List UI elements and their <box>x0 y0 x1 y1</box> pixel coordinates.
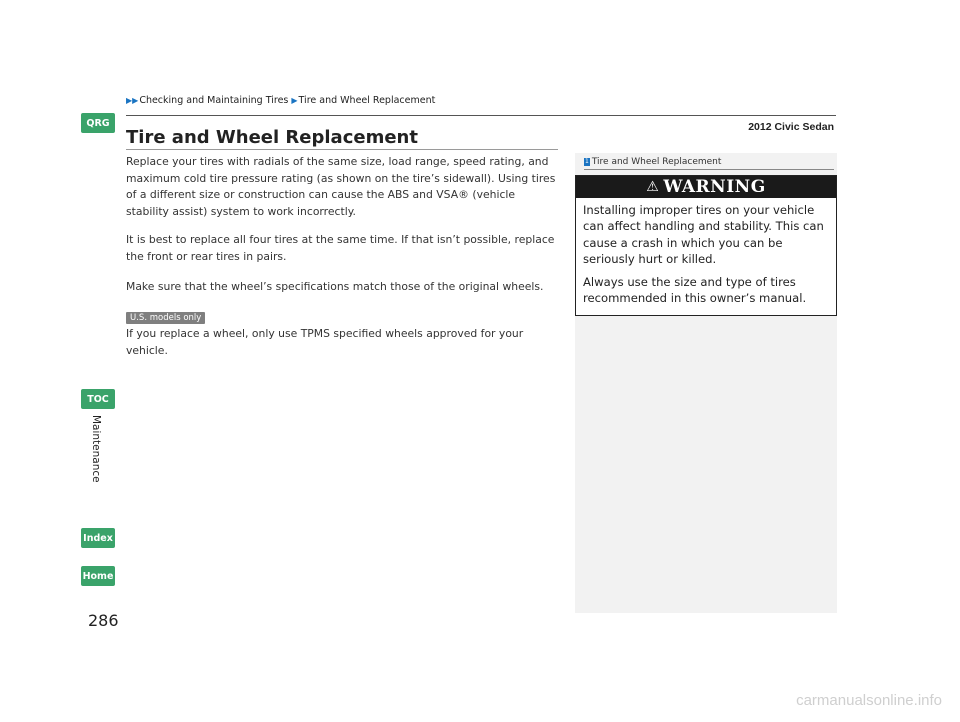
note-number: 1 <box>585 158 589 165</box>
title-rule <box>126 149 558 150</box>
breadcrumb <box>126 95 438 106</box>
paragraph: Replace your tires with radials of the same size, load range, speed rating, and maximum cold tire pressure rating (as shown on the tire’s sidewall). Using tires of a different size or construction can cause the ABS and VSA® (vehicle stability assist) system to work incorrectly. <box>126 155 556 218</box>
triangle-right-icon: ▶▶ <box>126 96 139 105</box>
breadcrumb-item[interactable]: Tire and Wheel Replacement <box>298 95 436 106</box>
us-models-badge: U.S. models only <box>126 312 205 324</box>
note-heading <box>584 157 721 167</box>
paragraph: Make sure that the wheel’s specifications match those of the original wheels. <box>126 280 544 293</box>
note-rule <box>584 169 834 170</box>
triangle-right-icon: ▶ <box>291 96 298 105</box>
watermark: carmanualsonline.info <box>796 692 942 709</box>
page-number: 286 <box>88 611 119 630</box>
warning-header <box>576 176 836 198</box>
section-label: Maintenance <box>90 415 102 483</box>
paragraph: It is best to replace all four tires at the same time. If that isn’t possible, replace the front or rear tires in pairs. <box>126 233 555 263</box>
note-title: Tire and Wheel Replacement <box>591 157 722 167</box>
toc-tab[interactable]: TOC <box>81 389 115 409</box>
qrg-tab[interactable]: QRG <box>81 113 115 133</box>
model-name: 2012 Civic Sedan <box>748 121 834 133</box>
warning-text: Always use the size and type of tires recommended in this owner’s manual. <box>583 275 807 306</box>
paragraph: If you replace a wheel, only use TPMS specified wheels approved for your vehicle. <box>126 327 524 357</box>
home-tab[interactable]: Home <box>81 566 115 586</box>
warning-label: WARNING <box>663 177 766 197</box>
warning-text: Installing improper tires on your vehicle can affect handling and stability. This can cause a crash in which you can be seriously hurt or killed. <box>583 203 824 266</box>
breadcrumb-item[interactable]: Checking and Maintaining Tires <box>139 95 289 106</box>
header-rule <box>126 115 836 116</box>
index-tab[interactable]: Index <box>81 528 115 548</box>
page-title: Tire and Wheel Replacement <box>126 127 418 148</box>
warning-triangle-icon: ⚠ <box>646 179 660 195</box>
